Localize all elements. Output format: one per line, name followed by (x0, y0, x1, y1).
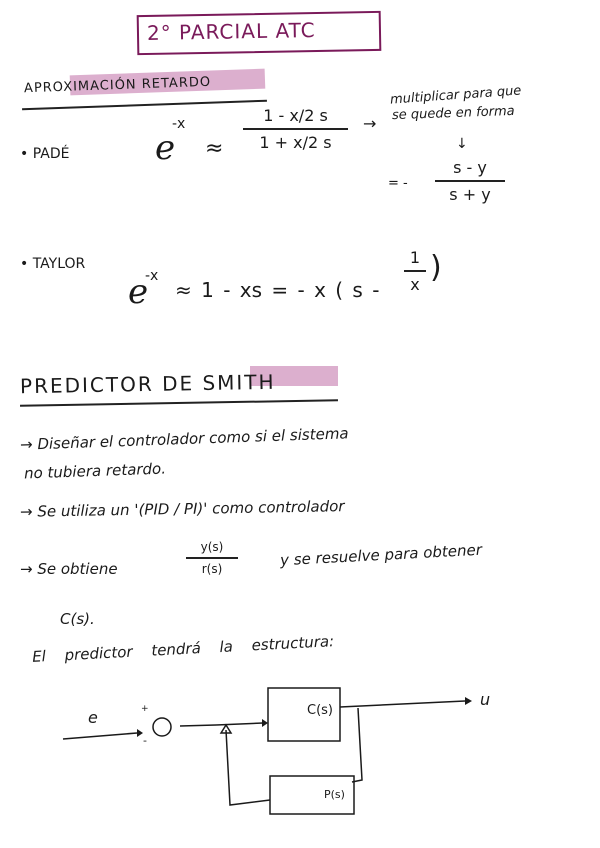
ratio-numerator: y(s) (200, 540, 224, 554)
feedback-return-line (226, 730, 270, 805)
smith-line-6: C(s). (60, 610, 95, 628)
page-title: 2° PARCIAL ATC (146, 18, 316, 45)
controller-label: C(s) (307, 703, 333, 718)
ratio-denominator: r(s) (201, 561, 223, 576)
diagram-output-u: u (480, 690, 491, 709)
smith-line-2: no tubiera retardo. (23, 459, 167, 483)
taylor-frac-numerator: 1 (409, 248, 421, 267)
taylor-expression: ≈ 1 - xs = - x ( s - (175, 278, 380, 302)
result-denominator: s + y (449, 184, 491, 204)
pade-exp: -x (172, 116, 186, 132)
taylor-exp: -x (145, 268, 159, 284)
smith-line-4: → Se obtiene (20, 560, 118, 578)
pade-approx: ≈ (205, 136, 224, 161)
minus-sign: - (143, 734, 147, 747)
section-heading-smith: PREDICTOR DE SMITH (19, 369, 276, 399)
line-to-controller (180, 725, 216, 726)
taylor-label: • TAYLOR (20, 256, 86, 272)
section-heading-aproximacion: APROXIMACIÓN RETARDO (23, 74, 212, 97)
down-arrow: ↓ (456, 136, 468, 152)
smith-line-7: El predictor tendrá la estructura: (31, 632, 335, 666)
output-line (340, 701, 465, 707)
pade-note-1: multiplicar para que (389, 83, 522, 108)
pade-note-2: se quede en forma (391, 103, 515, 124)
taylor-close-paren: ) (430, 250, 442, 285)
plus-sign: + (141, 704, 149, 714)
taylor-frac-denominator: x (410, 274, 420, 294)
pade-e: e (155, 128, 176, 168)
predictor-label: P(s) (324, 788, 345, 801)
pade-label: • PADÉ (20, 146, 70, 162)
diagram-input-e: e (88, 708, 98, 727)
result-numerator: s - y (453, 158, 487, 177)
feedback-down-line (352, 708, 362, 782)
taylor-e: e (128, 272, 149, 312)
right-arrow: → (363, 114, 377, 133)
summing-junction (153, 718, 171, 736)
line-to-controller-2 (216, 723, 263, 725)
smith-line-3: → Se utiliza un '(PID / PI)' como controlador (19, 497, 345, 521)
smith-line-5: y se resuelve para obtener (279, 540, 483, 570)
pade-numerator: 1 - x/2 s (263, 106, 328, 125)
result-prefix: = - (388, 176, 408, 191)
arrowhead (262, 719, 268, 727)
input-line (63, 733, 137, 739)
pade-denominator: 1 + x/2 s (259, 132, 332, 152)
arrowhead (465, 697, 472, 705)
smith-line-1: → Diseñar el controlador como si el sistema (19, 424, 349, 454)
